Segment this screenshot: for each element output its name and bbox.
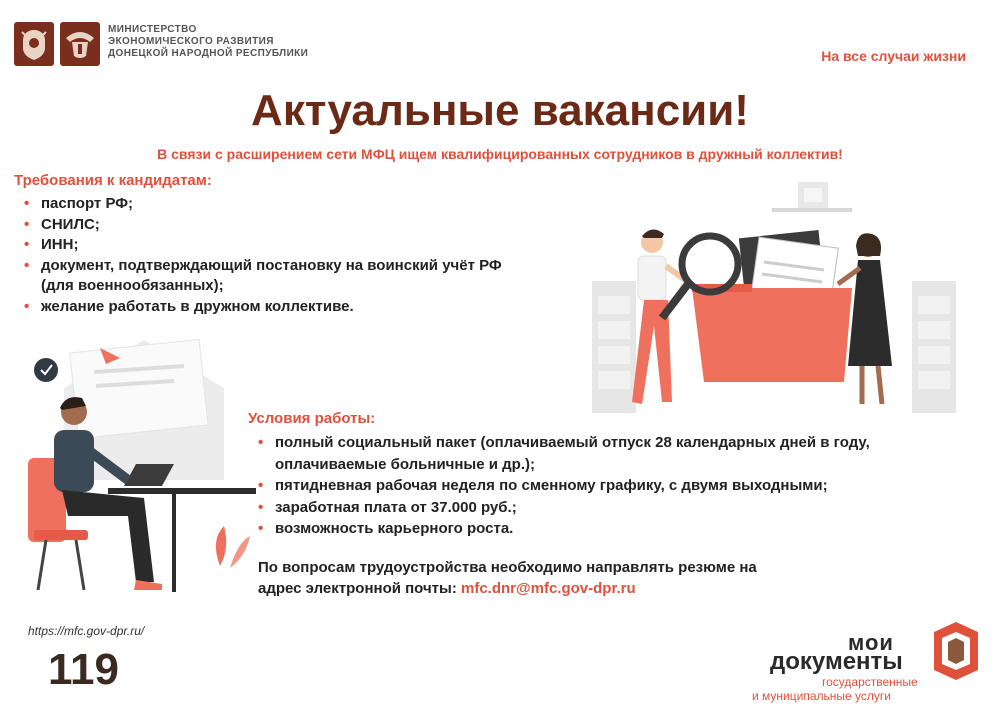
list-item (258, 432, 998, 475)
page-subtitle: В связи с расширением сети МФЦ ищем квалифицированных сотрудников в дружный коллектив! (157, 146, 843, 162)
list-item (24, 256, 614, 297)
list-item-text: заработная плата от 37.000 руб.; (275, 498, 517, 516)
moi-dokumenty-logo-icon (930, 618, 982, 684)
bullet-icon: • (258, 477, 264, 494)
bullet-icon: • (24, 236, 30, 253)
site-url-link[interactable]: https://mfc.gov-dpr.ru/ (28, 624, 145, 638)
bullet-icon: • (24, 297, 30, 315)
bullet-icon: • (24, 195, 30, 212)
list-item (24, 297, 614, 318)
logo-text-dokumenty: документы (770, 648, 903, 675)
list-item-text: ИНН; (41, 236, 79, 253)
ministry-line: ДОНЕЦКОЙ НАРОДНОЙ РЕСПУБЛИКИ (108, 48, 309, 59)
conditions-list (258, 432, 998, 540)
tagline: На все случаи жизни (821, 48, 966, 64)
bullet-icon: • (24, 215, 30, 233)
office-folder-illustration (592, 176, 962, 416)
list-item-text: полный социальный пакет (оплачиваемый отпуск 28 календарных дней в году, (275, 434, 870, 451)
list-item-text: желание работать в дружном коллективе. (41, 297, 354, 315)
list-item-continuation: (для военнообязанных); (41, 277, 224, 294)
list-item (258, 518, 998, 540)
contact-info (258, 557, 898, 599)
ministry-line: МИНИСТЕРСТВО (108, 24, 197, 35)
list-item-text: пятидневная рабочая неделя по сменному графику, с двумя выходными; (275, 477, 828, 494)
list-item (24, 215, 614, 236)
list-item (258, 475, 998, 497)
logo-text-sub2: и муниципальные услуги (752, 689, 891, 703)
list-item-text: паспорт РФ; (41, 195, 134, 212)
list-item-text: СНИЛС; (41, 215, 100, 233)
bullet-icon: • (258, 520, 264, 537)
bullet-icon: • (258, 498, 264, 516)
coat-of-arms-icon (14, 22, 54, 66)
list-item-text: возможность карьерного роста. (275, 520, 514, 537)
ministry-line: ЭКОНОМИЧЕСКОГО РАЗВИТИЯ (108, 36, 274, 47)
list-item-text: документ, подтверждающий постановку на воинский учёт РФ (41, 256, 502, 274)
list-item (24, 194, 614, 215)
page-title: Актуальные вакансии! (251, 86, 749, 135)
list-item-continuation: оплачиваемые больничные и др.); (275, 455, 535, 473)
logo-text-moi: мои (848, 630, 894, 655)
requirements-list (24, 194, 614, 317)
contact-line-prefix: адрес электронной почты: (258, 580, 461, 597)
logo-text-sub1: государственные (822, 675, 918, 689)
email-link[interactable]: mfc.dnr@mfc.gov-dpr.ru (461, 580, 636, 597)
list-item (24, 235, 614, 256)
remote-worker-illustration (24, 330, 256, 592)
bullet-icon: • (24, 256, 30, 274)
ministry-emblem-icon (60, 22, 100, 66)
requirements-heading: Требования к кандидатам: (14, 172, 212, 189)
contact-line: По вопросам трудоустройства необходимо направлять резюме на (258, 559, 757, 576)
ministry-name (108, 24, 308, 60)
conditions-heading: Условия работы: (248, 410, 376, 427)
list-item (258, 497, 998, 519)
page-number: 119 (48, 645, 119, 694)
bullet-icon: • (258, 434, 264, 451)
contact-line (258, 578, 898, 599)
